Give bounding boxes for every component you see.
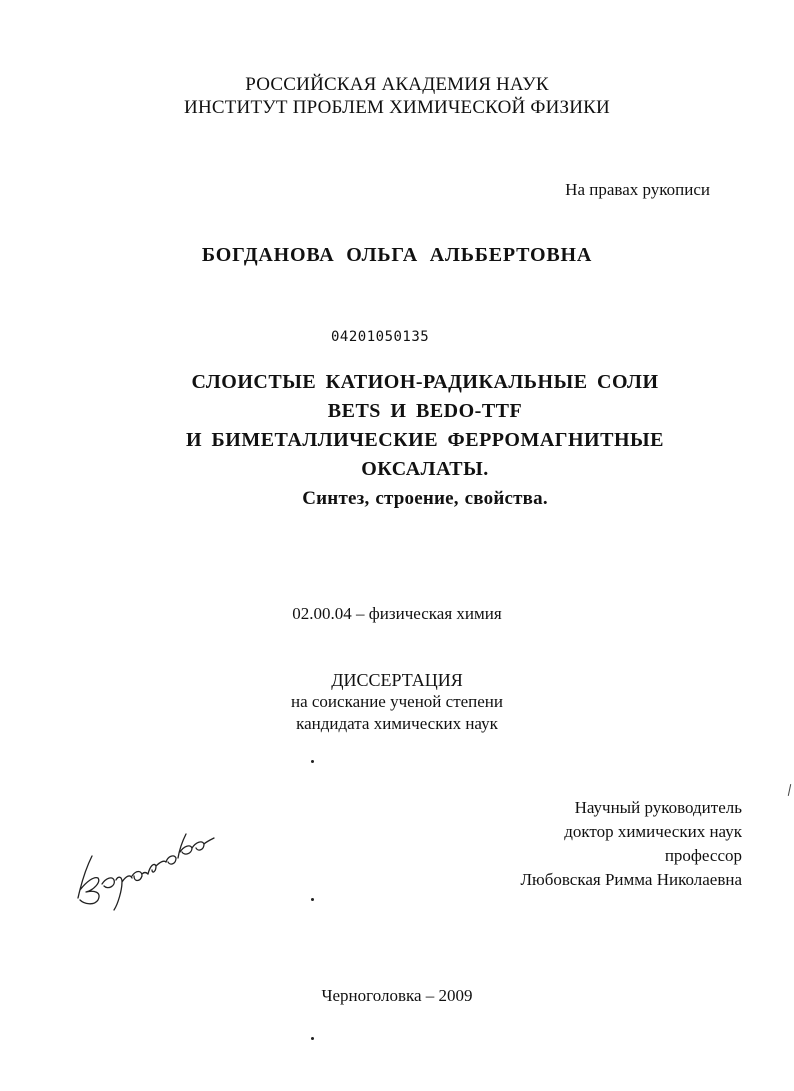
catalog-code: 04201050135: [331, 329, 430, 345]
scan-dot: [311, 760, 314, 763]
title-line-4: ОКСАЛАТЫ.: [361, 458, 489, 480]
advisor-role: Научный руководитель: [574, 798, 742, 817]
advisor-rank: профессор: [664, 846, 742, 865]
title-line-2: BETS И BEDO-TTF: [327, 400, 523, 422]
dissertation-title: [100, 368, 750, 513]
advisor-degree: доктор химических наук: [564, 822, 742, 841]
institution-header: [0, 73, 794, 119]
dissertation-block: [0, 669, 794, 735]
scan-dot: [311, 1037, 314, 1040]
title-subtitle: Синтез, строение, свойства.: [302, 488, 548, 509]
specialty: 02.00.04 – физическая химия: [292, 604, 502, 623]
author-signature: [68, 820, 218, 915]
advisor-name: Любовская Римма Николаевна: [520, 870, 742, 889]
dissertation-degree-line-1: на соискание ученой степени: [290, 692, 504, 711]
author-name: БОГДАНОВА ОЛЬГА АЛЬБЕРТОВНА: [201, 244, 593, 266]
title-line-1: СЛОИСТЫЕ КАТИОН-РАДИКАЛЬНЫЕ СОЛИ: [191, 371, 659, 393]
institute-name: ИНСТИТУТ ПРОБЛЕМ ХИМИЧЕСКОЙ ФИЗИКИ: [184, 97, 610, 118]
dissertation-heading: ДИССЕРТАЦИЯ: [331, 670, 463, 690]
academy-name: РОССИЙСКАЯ АКАДЕМИЯ НАУК: [245, 74, 549, 95]
rights-note: На правах рукописи: [565, 180, 710, 199]
scan-dot: [311, 898, 314, 901]
title-line-3: И БИМЕТАЛЛИЧЕСКИЕ ФЕРРОМАГНИТНЫЕ: [186, 429, 664, 451]
scan-mark: [788, 784, 791, 796]
advisor-block: [520, 796, 742, 892]
dissertation-degree-line-2: кандидата химических наук: [296, 714, 498, 733]
place-and-year: Черноголовка – 2009: [321, 986, 473, 1005]
